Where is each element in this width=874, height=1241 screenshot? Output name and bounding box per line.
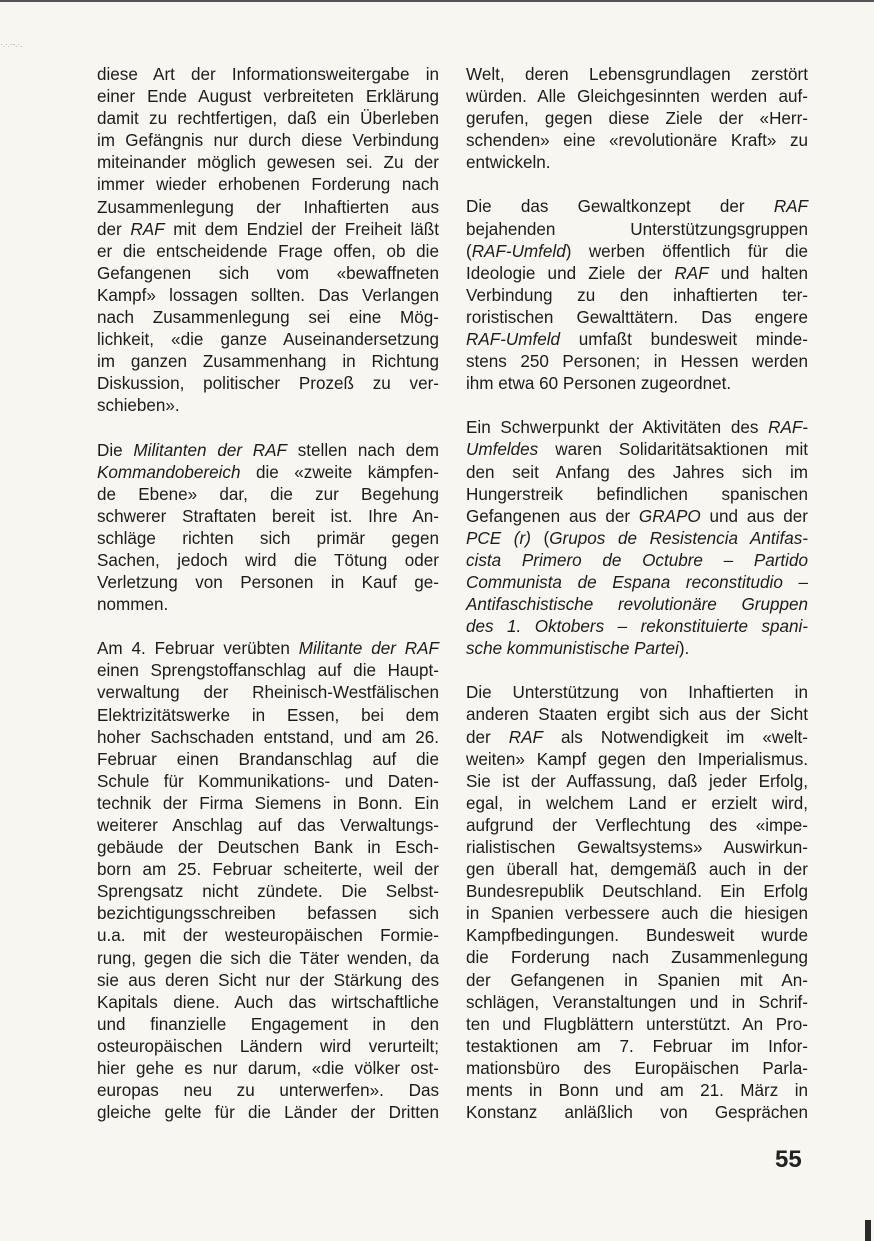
page-number: 55: [775, 1146, 802, 1173]
left-column: [97, 64, 439, 1146]
paragraph: Die Unterstützung von Inhaftierten in anderen Staaten ergibt sich aus der Sicht der RAF als Notwendigkeit im «welt- weiten» Kampf gegen den Imperialismus. Sie ist der Auffassung, daß jeder Erfolg, egal, in welchem Land er erzielt wird, aufgrund der Verflechtung des «impe- rialistischen Gewaltsystems» Auswirkun- gen überall hat, demgemäß auch in der Bundesrepublik Deutschland. Ein Erfolg in Spanien verbessere auch die hiesigen Kampfbedingungen. Bundesweit wurde die Forderung nach Zusammenlegung der Gefangenen in Spanien mit An- schlägen, Veranstaltungen und in Schrif- ten und Flugblättern unterstützt. An Pro- testaktionen am 7. Februar im Infor- mationsbüro des Europäischen Parla- ments in Bonn und am 21. März in Konstanz anläßlich von Gesprächen: [466, 683, 808, 1123]
paragraph: Ein Schwerpunkt der Aktivitäten des RAF- Umfeldes waren Solidaritätsaktionen mit den seit Anfang des Jahres sich im Hungerstreik befindlichen spanischen Gefangenen aus der GRAPO und aus der PCE (r) (Grupos de Resistencia Antifas- cista Primero de Octubre – Partido Communista de Espana reconstitudio – Antifaschistische revolutionäre Gruppen des 1. Oktobers – rekonstituierte spani- sche kommunistische Partei).: [466, 418, 808, 659]
paragraph: Am 4. Februar verübten Militante der RAF einen Sprengstoffanschlag auf die Haupt- verwaltung der Rheinisch-Westfälischen Elektrizitätswerke in Essen, bei dem hoher Sachschaden entstand, und am 26. Februar einen Brandanschlag auf die Schule für Kommunikations- und Daten- technik der Firma Siemens in Bonn. Ein weiterer Anschlag auf das Verwaltungs- gebäude der Deutschen Bank in Esch- born am 25. Februar scheiterte, weil der Sprengsatz nicht zündete. Die Selbst- bezichtigungsschreiben befassen sich u.a. mit der westeuropäischen Formie- rung, gegen die sich die Täter wenden, da sie aus deren Sicht nur der Stärkung des Kapitals diene. Auch das wirtschaftliche und finanzielle Engagement in den osteuropäischen Ländern wird verurteilt; hier gehe es nur darum, «die völker ost- europas neu zu unterwerfen». Das gleiche gelte für die Länder der Dritten: [97, 639, 439, 1123]
scan-speckles: ·.·.·-.·.: [0, 40, 23, 49]
paragraph: Die Militanten der RAF stellen nach dem Kommandobereich die «zweite kämpfen- de Ebene» dar, die zur Begehung schwerer Straftaten bereit ist. Ihre An- schläge richten sich primär gegen Sachen, jedoch wird die Tötung oder Verletzung von Personen in Kauf ge- nommen.: [97, 440, 439, 615]
right-column: [466, 64, 808, 1146]
scan-top-edge: [0, 0, 874, 2]
paragraph: diese Art der Informationsweitergabe in einer Ende August verbreiteten Erklärung damit zu rechtfertigen, daß ein Überleben im Gefängnis nur durch diese Verbindung miteinander möglich gewesen sei. Zu der immer wieder erhobenen Forderung nach Zusammenlegung der Inhaftierten aus der RAF mit dem Endziel der Freiheit läßt er die entscheidende Frage offen, ob die Gefangenen sich vom «bewaffneten Kampf» lossagen sollten. Das Verlangen nach Zusammenlegung sei eine Mög- lichkeit, «die ganze Auseinandersetzung im ganzen Zusammenhang in Richtung Diskussion, politischer Prozeß zu ver- schieben».: [97, 65, 439, 416]
paragraph: Die das Gewaltkonzept der RAF bejahenden Unterstützungsgruppen (RAF-Umfeld) werben öffentlich für die Ideologie und Ziele der RAF und halten Verbindung zu den inhaftierten ter- roristischen Gewalttätern. Das engere RAF-Umfeld umfaßt bundesweit minde- stens 250 Personen; in Hessen werden ihm etwa 60 Personen zugeordnet.: [466, 197, 808, 394]
paragraph: Welt, deren Lebensgrundlagen zerstört würden. Alle Gleichgesinnten werden auf- gerufen, gegen diese Ziele der «Herr- schenden» eine «revolutionäre Kraft» zu entwickeln.: [466, 65, 808, 173]
scan-edge-mark: [865, 1220, 871, 1241]
